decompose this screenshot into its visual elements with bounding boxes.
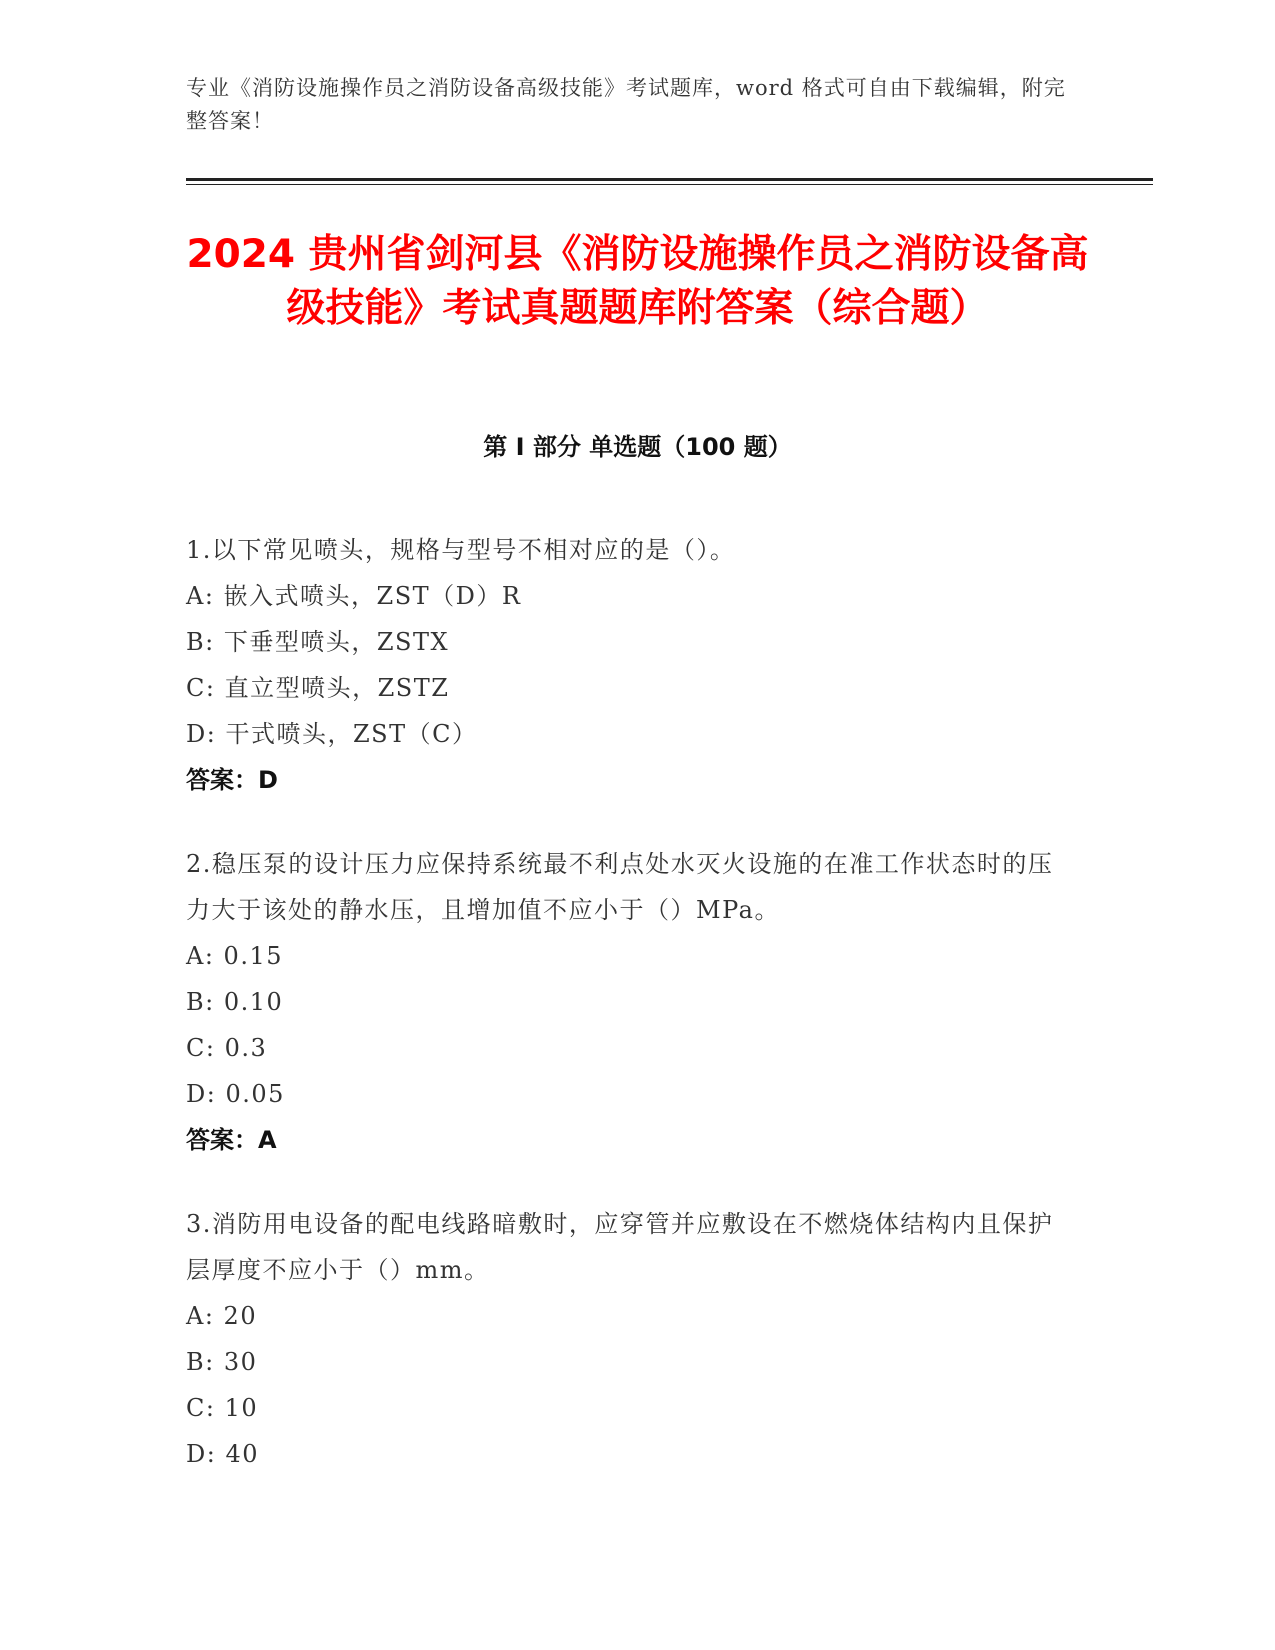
option-c: C: 10 [186,1394,259,1422]
option-d: D: 干式喷头，ZST（C） [186,720,478,748]
question-2 [186,841,1066,1163]
option-b: B: 下垂型喷头，ZSTX [186,628,450,656]
question-list [186,527,1066,1515]
header-divider-thin [186,184,1153,185]
question-stem: 3.消防用电设备的配电线路暗敷时，应穿管并应敷设在不燃烧体结构内且保护层厚度不应小于（）mm。 [186,1210,1054,1284]
option-a: A: 20 [186,1302,258,1330]
option-b: B: 30 [186,1348,258,1376]
question-1 [186,527,1066,803]
option-c: C: 0.3 [186,1034,268,1062]
header-divider-thick [186,178,1153,181]
option-d: D: 0.05 [186,1080,285,1108]
option-a: A: 嵌入式喷头，ZST（D）R [186,582,522,610]
option-c: C: 直立型喷头，ZSTZ [186,674,450,702]
answer: 答案：A [186,1126,277,1154]
question-stem: 1.以下常见喷头，规格与型号不相对应的是（）。 [186,536,736,564]
section-title: 第 I 部分 单选题（100 题） [483,433,792,461]
document-title: 2024 贵州省剑河县《消防设施操作员之消防设备高级技能》考试真题题库附答案（综合题） [186,232,1089,331]
option-a: A: 0.15 [186,942,283,970]
header-note: 专业《消防设施操作员之消防设备高级技能》考试题库，word 格式可自由下载编辑，附完整答案！ [186,76,1066,133]
question-3 [186,1201,1066,1477]
question-stem: 2.稳压泵的设计压力应保持系统最不利点处水灭火设施的在准工作状态时的压力大于该处的静水压，且增加值不应小于（）MPa。 [186,850,1054,924]
answer: 答案：D [186,766,278,794]
option-d: D: 40 [186,1440,259,1468]
option-b: B: 0.10 [186,988,284,1016]
